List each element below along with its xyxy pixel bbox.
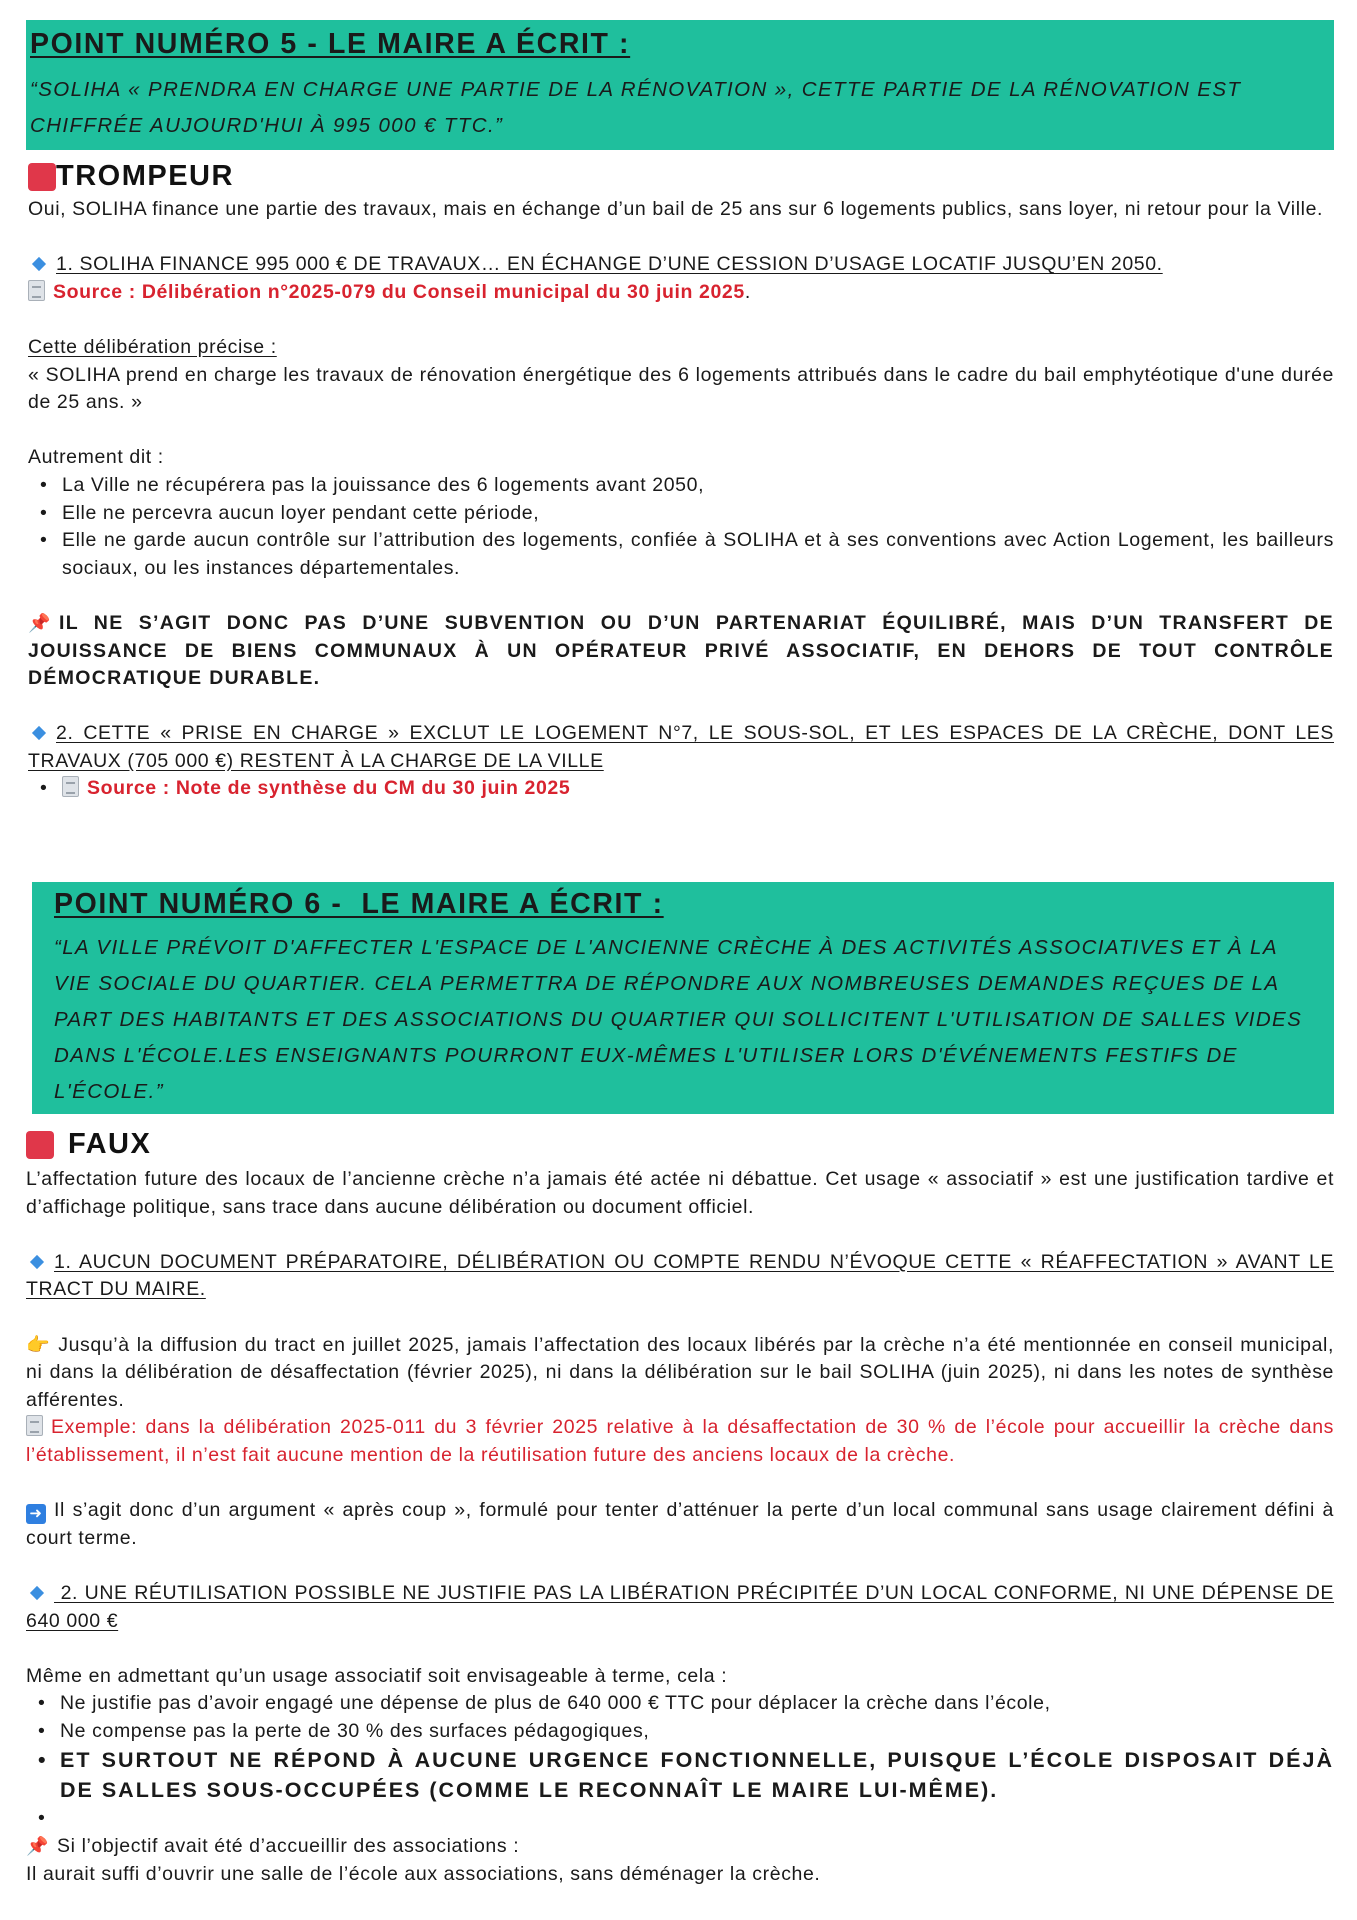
point5-deliberation-label: Cette délibération précise :	[28, 335, 277, 358]
point5-heading-2-text: 2. CETTE « PRISE EN CHARGE » EXCLUT LE LOGEMENT N°7, LE SOUS-SOL, ET LES ESPACES DE LA CRÈCHE, DONT LES TRAVAUX (705 000 €) RESTENT À LA CHARGE DE LA VILLE	[28, 722, 1334, 772]
verdict-red-square-icon	[26, 1131, 54, 1159]
blue-diamond-icon	[32, 257, 46, 271]
point6-verdict	[26, 1128, 151, 1161]
point5-source-2-text: Source : Note de synthèse du CM du 30 juin 2025	[87, 777, 571, 800]
verdict-red-square-icon	[28, 163, 56, 191]
list-item: • Ne justifie pas d’avoir engagé une dépense de plus de 640 000 € TTC pour déplacer la crèche dans l’école,	[60, 1690, 1334, 1718]
point5-source-1-period: .	[744, 280, 751, 303]
pushpin-icon: 📌	[26, 1836, 50, 1857]
point6-heading-2-text: 2. UNE RÉUTILISATION POSSIBLE NE JUSTIFIE PAS LA LIBÉRATION PRÉCIPITÉE D’UN LOCAL CONFORME, NI UNE DÉPENSE DE 640 000 €	[26, 1581, 1334, 1632]
point5-intro: Oui, SOLIHA finance une partie des travaux, mais en échange d’un bail de 25 ans sur 6 logements publics, sans loyer, ni retour pour la Ville.	[28, 198, 1324, 220]
point6-para2-text: Il s’agit donc d’un argument « après coup », formulé pour tenter d’atténuer la perte d’un local communal sans usage clairement défini à court terme.	[26, 1499, 1334, 1549]
point5-quote-line2: CHIFFRÉE AUJOURD'HUI À 995 000 € TTC.”	[30, 114, 504, 137]
document-icon	[62, 776, 79, 797]
document-icon	[28, 280, 45, 301]
list-item: • Ne compense pas la perte de 30 % des surfaces pédagogiques,	[60, 1718, 1334, 1746]
point5-heading-1	[28, 251, 1334, 279]
point6-meme: Même en admettant qu’un usage associatif soit envisageable à terme, cela :	[26, 1664, 728, 1687]
list-item: • Elle ne percevra aucun loyer pendant cette période,	[62, 500, 1334, 528]
point5-conclusion-text: IL NE S’AGIT DONC PAS D’UNE SUBVENTION OU D’UN PARTENARIAT ÉQUILIBRÉ, MAIS D’UN TRANSFERT DE JOUISSANCE DE BIENS COMMUNAUX À UN OPÉRATEUR PRIVÉ ASSOCIATIF, EN DEHORS DE TOUT CONTRÔLE DÉMOCRATIQUE DURABLE.	[28, 611, 1334, 690]
point5-conclusion	[28, 610, 1334, 693]
point5-source-1	[28, 279, 1334, 307]
point6-quote-line3: PART DES HABITANTS ET DES ASSOCIATIONS DU QUARTIER QUI SOLLICITENT L'UTILISATION DE SALLES VIDES	[54, 1008, 1303, 1031]
point6-objective-text: Si l’objectif avait été d’accueillir des associations :	[57, 1835, 520, 1858]
point6-heading-2	[26, 1580, 1334, 1635]
pointing-hand-icon: 👉	[26, 1334, 51, 1356]
point6-para2	[26, 1497, 1334, 1552]
point6-heading-1-text: 1. AUCUN DOCUMENT PRÉPARATOIRE, DÉLIBÉRATION OU COMPTE RENDU N’ÉVOQUE CETTE « RÉAFFECTATION » AVANT LE TRACT DU MAIRE.	[26, 1250, 1334, 1301]
point6-example	[26, 1414, 1334, 1469]
point5-heading-1-text: 1. SOLIHA FINANCE 995 000 € DE TRAVAUX… EN ÉCHANGE D’UNE CESSION D’USAGE LOCATIF JUSQU’EN 2050.	[56, 253, 1163, 276]
point6-bullet-list	[26, 1690, 1334, 1833]
blue-diamond-icon	[30, 1586, 44, 1600]
blue-diamond-icon	[32, 726, 46, 740]
list-item: • Elle ne garde aucun contrôle sur l’attribution des logements, confiée à SOLIHA et à ses conventions avec Action Logement, les bailleurs sociaux, ou les instances départementales.	[62, 527, 1334, 582]
list-item-bold: • ET SURTOUT NE RÉPOND À AUCUNE URGENCE FONCTIONNELLE, PUISQUE L’ÉCOLE DISPOSAIT DÉJÀ DE SALLES SOUS-OCCUPÉES (COMME LE RECONNAÎT LE MAIRE LUI-MÊME).	[60, 1745, 1334, 1805]
point6-quote-line1: “LA VILLE PRÉVOIT D'AFFECTER L'ESPACE DE L'ANCIENNE CRÈCHE À DES ACTIVITÉS ASSOCIATIVES ET À LA	[54, 936, 1278, 959]
point6-para1	[26, 1332, 1334, 1415]
point5-source-list	[28, 775, 1334, 803]
point5-autrement: Autrement dit :	[28, 446, 164, 469]
document-icon	[26, 1415, 43, 1436]
point5-verdict	[28, 160, 234, 193]
point6-para1-text: Jusqu’à la diffusion du tract en juillet 2025, jamais l’affectation des locaux libérés par la crèche n’a été mentionnée en conseil municipal, ni dans la délibération de désaffectation (février 2025), ni dans la délibération sur le bail SOLIHA (juin 2025), ni dans les notes de synthèse afférentes.	[26, 1333, 1334, 1411]
list-item: • La Ville ne récupérera pas la jouissance des 6 logements avant 2050,	[62, 472, 1334, 500]
point6-example-text: Exemple: dans la délibération 2025-011 du 3 février 2025 relative à la désaffectation de 30 % de l’école pour accueillir la crèche dans l’établissement, il n’est fait aucune mention de la réutilisation future des anciens locaux de la crèche.	[26, 1416, 1334, 1466]
point5-bullet-list	[28, 472, 1334, 582]
point6-quote-line4: DANS L'ÉCOLE.LES ENSEIGNANTS POURRONT EUX-MÊMES L'UTILISER LORS D'ÉVÉNEMENTS FESTIFS DE	[54, 1044, 1238, 1067]
point6-verdict-label: FAUX	[68, 1128, 152, 1160]
point5-source-1-text: Source : Délibération n°2025-079 du Conseil municipal du 30 juin 2025	[53, 280, 745, 303]
point6-body	[26, 1166, 1334, 1888]
right-arrow-icon: ➜	[26, 1504, 46, 1524]
point6-intro: L’affectation future des locaux de l’ancienne crèche n’a jamais été actée ni débattue. Cet usage « associatif » est une justification tardive et d’affichage politique, sans trace dans aucune délibération ou document officiel.	[26, 1168, 1334, 1218]
point6-heading-1	[26, 1249, 1334, 1304]
list-item	[62, 775, 1334, 803]
point5-deliberation-quote: « SOLIHA prend en charge les travaux de rénovation énergétique des 6 logements attribués dans le cadre du bail emphytéotique d'une durée de 25 ans. »	[28, 363, 1334, 414]
point6-objective	[26, 1833, 1334, 1861]
point5-claim-box	[26, 20, 1334, 150]
point5-heading-2	[28, 720, 1334, 775]
point5-title: POINT NUMÉRO 5 - LE MAIRE A ÉCRIT :	[30, 28, 631, 60]
blue-diamond-icon	[30, 1255, 44, 1269]
point6-final: Il aurait suffi d’ouvrir une salle de l’école aux associations, sans déménager la crèche.	[26, 1862, 821, 1885]
point5-verdict-label: TROMPEUR	[56, 160, 234, 192]
point6-quote-line5: L'ÉCOLE.”	[54, 1080, 164, 1103]
pushpin-icon: 📌	[28, 612, 52, 633]
point6-quote-line2: VIE SOCIALE DU QUARTIER. CELA PERMETTRA DE RÉPONDRE AUX NOMBREUSES DEMANDES REÇUES DE LA	[54, 972, 1280, 995]
point5-quote-line1: “SOLIHA « PRENDRA EN CHARGE UNE PARTIE DE LA RÉNOVATION », CETTE PARTIE DE LA RÉNOVATION EST	[30, 78, 1242, 101]
point6-title: POINT NUMÉRO 6 - LE MAIRE A ÉCRIT :	[54, 888, 664, 920]
list-item-empty	[60, 1805, 1334, 1833]
point5-body	[28, 196, 1334, 803]
point6-claim-box	[32, 882, 1334, 1114]
